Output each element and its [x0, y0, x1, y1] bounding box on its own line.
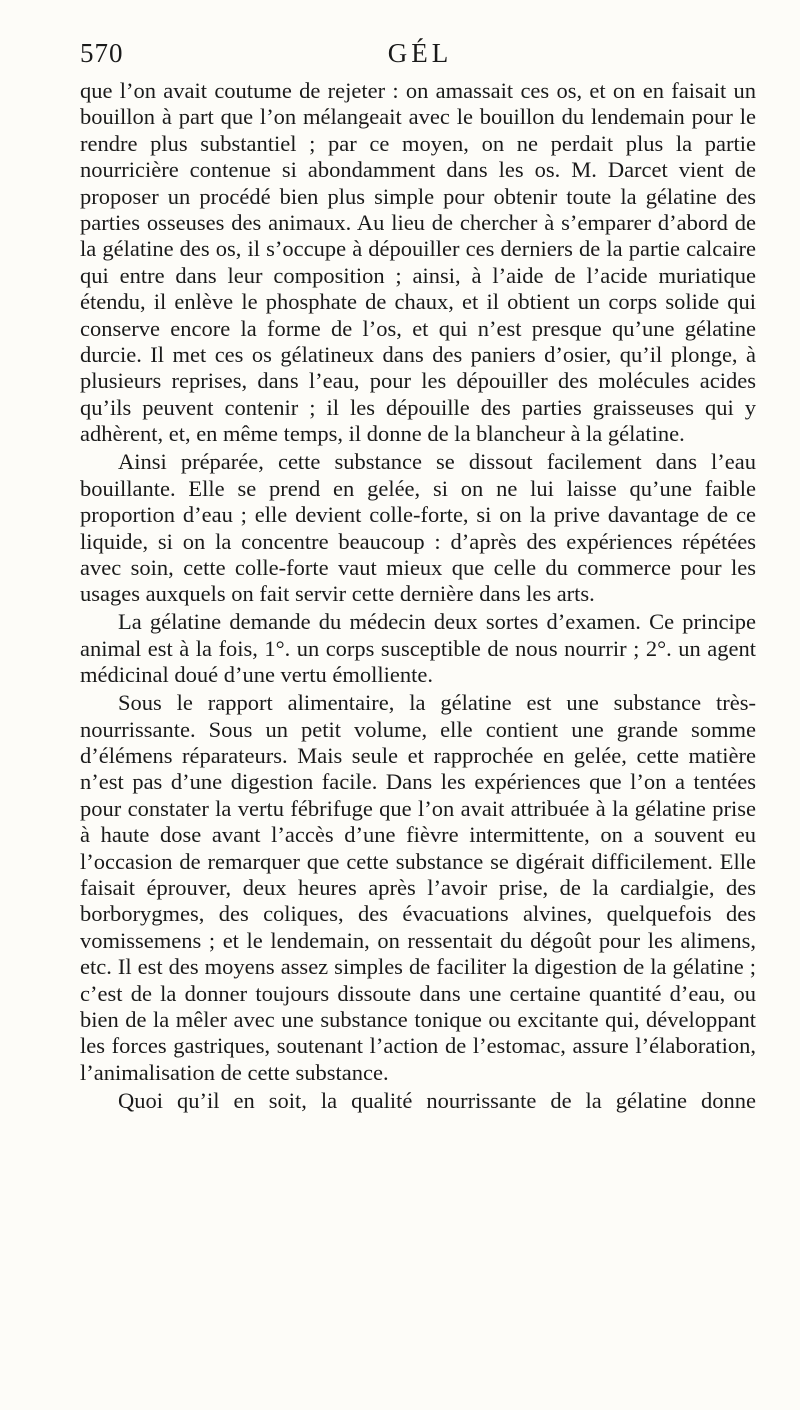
paragraph: Ainsi préparée, cette substance se dissout facilement dans l’eau bouillante. Elle se prend en gelée, si on ne lui laisse qu’une faible proportion d’eau ; elle devient colle-forte, si on la prive davantage de ce liquide, si on la concentre beaucoup : d’après des expériences répétées avec soin, cette colle-forte vaut mieux que celle du commerce pour les usages auxquels on fait servir cette dernière dans les arts.: [80, 449, 756, 607]
page-number: 570: [80, 38, 124, 68]
paragraph-continued: Quoi qu’il en soit, la qualité nourrissante de la gélatine donne: [118, 1087, 756, 1113]
page-body: [80, 78, 756, 1114]
paragraph-continuation: que l’on avait coutume de rejeter : on amassait ces os, et on en faisait un bouillon à part que l’on mélangeait avec le bouillon du lendemain pour le rendre plus substantiel ; par ce moyen, on ne perdait plus la partie nourricière contenue si abondamment dans les os. M. Darcet vient de proposer un procédé bien plus simple pour obtenir toute la gélatine des parties osseuses des animaux. Au lieu de chercher à s’emparer d’abord de la gélatine des os, il s’occupe à dépouiller ces derniers de la partie calcaire qui entre dans leur composition ; ainsi, à l’aide de l’acide muriatique étendu, il enlève le phosphate de chaux, et il obtient un corps solide qui conserve encore la forme de l’os, et qui n’est presque qu’une gélatine durcie. Il met ces os gélatineux dans des paniers d’osier, qu’il plonge, à plusieurs reprises, dans l’eau, pour les dépouiller des molécules acides qu’ils peuvent contenir ; il les dépouille des parties graisseuses qui y adhèrent, et, en même temps, il donne de la blancheur à la gélatine.: [80, 78, 756, 447]
running-head: GÉL: [387, 38, 453, 68]
paragraph: Sous le rapport alimentaire, la gélatine est une substance très-nourrissante. Sous un petit volume, elle contient une grande somme d’élémens réparateurs. Mais seule et rapprochée en gelée, cette matière n’est pas d’une digestion facile. Dans les expériences que l’on a tentées pour constater la vertu fébrifuge que l’on avait attribuée à la gélatine prise à haute dose avant l’accès d’une fièvre intermittente, on a souvent eu l’occasion de remarquer que cette substance se digérait difficilement. Elle faisait éprouver, deux heures après l’avoir prise, de la cardialgie, des borborygmes, des coliques, des évacuations alvines, quelquefois des vomissemens ; et le lendemain, on ressentait du dégoût pour les alimens, etc. Il est des moyens assez simples de faciliter la digestion de la gélatine ; c’est de la donner toujours dissoute dans une certaine quantité d’eau, ou bien de la mêler avec une substance tonique ou excitante qui, développant les forces gastriques, soutenant l’action de l’estomac, assure l’élaboration, l’animalisation de cette substance.: [80, 690, 756, 1085]
paragraph: La gélatine demande du médecin deux sortes d’examen. Ce principe animal est à la fois, 1°. un corps susceptible de nous nourrir ; 2°. un agent médicinal doué d’une vertu émolliente.: [80, 609, 756, 688]
page-header: [80, 38, 760, 78]
